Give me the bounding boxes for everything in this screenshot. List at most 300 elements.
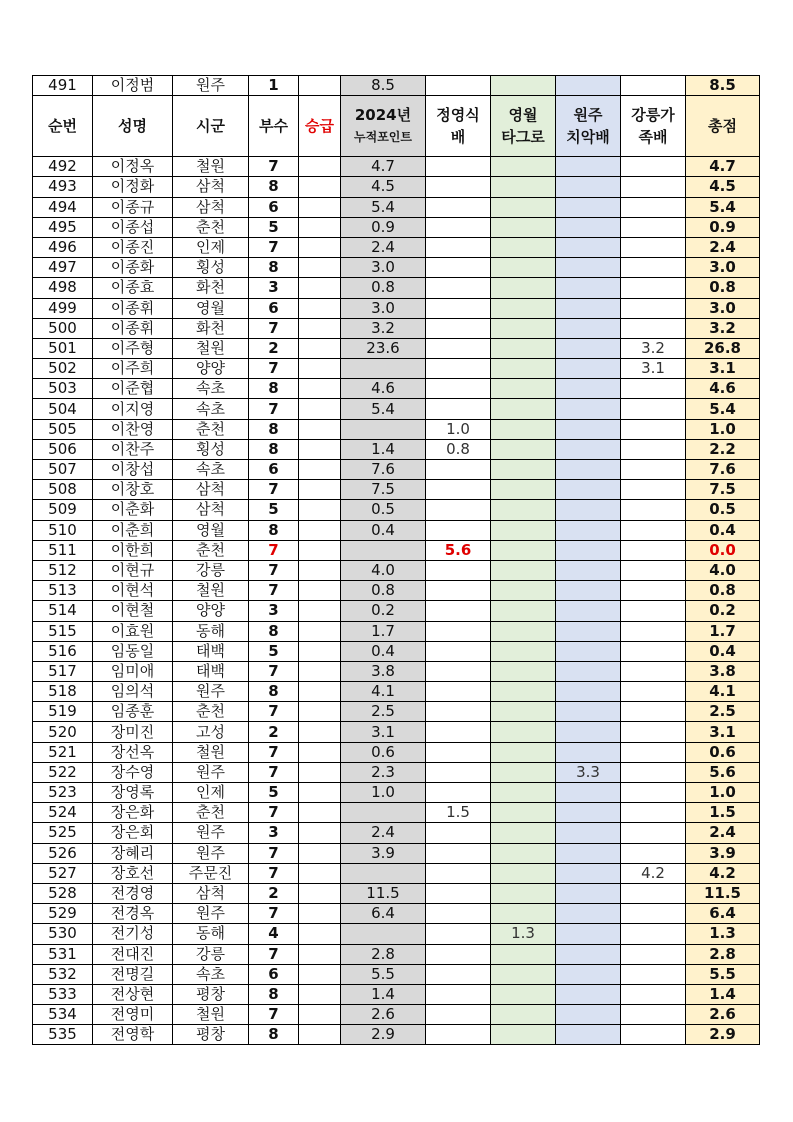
cell-yeongwol: [491, 863, 556, 883]
cell-promotion: [299, 157, 341, 177]
cell-division: 6: [249, 298, 299, 318]
cell-points-2024: 3.8: [341, 661, 426, 681]
table-row: [33, 601, 760, 621]
header-b-line1: 영월: [508, 106, 538, 125]
cell-city: 속초: [173, 460, 249, 480]
table-row: [33, 823, 760, 843]
cell-total: 6.4: [686, 904, 760, 924]
cell-yeongwol: [491, 379, 556, 399]
table-row: [33, 278, 760, 298]
cell-no: 517: [33, 661, 93, 681]
cell-points-2024: 4.6: [341, 379, 426, 399]
cell-city: 평창: [173, 984, 249, 1004]
cell-name: 이찬주: [93, 439, 173, 459]
cell-promotion: [299, 278, 341, 298]
cell-points-2024: 0.4: [341, 641, 426, 661]
cell-points-2024: 4.5: [341, 177, 426, 197]
cell-no: 503: [33, 379, 93, 399]
cell-city: 속초: [173, 964, 249, 984]
cell-no: 518: [33, 682, 93, 702]
table-row: [33, 661, 760, 681]
table-row: [33, 944, 760, 964]
cell-jeongyeongsik: [426, 1005, 491, 1025]
cell-total: 2.9: [686, 1025, 760, 1045]
cell-points-2024: 3.1: [341, 722, 426, 742]
cell-promotion: [299, 500, 341, 520]
cell-promotion: [299, 621, 341, 641]
cell-city: 삼척: [173, 480, 249, 500]
cell-total: 0.6: [686, 742, 760, 762]
cell-points-2024: 2.8: [341, 944, 426, 964]
table-row: [33, 560, 760, 580]
cell-yeongwol: [491, 157, 556, 177]
cell-gangneung: [621, 379, 686, 399]
cell-wonju: [556, 540, 621, 560]
cell-wonju: [556, 783, 621, 803]
cell-city: 양양: [173, 359, 249, 379]
cell-promotion: [299, 258, 341, 278]
cell-jeongyeongsik: [426, 621, 491, 641]
cell-total: 3.9: [686, 843, 760, 863]
cell-promotion: [299, 217, 341, 237]
cell-gangneung: [621, 258, 686, 278]
cell-points-2024: 2.3: [341, 762, 426, 782]
table-row: [33, 904, 760, 924]
table-row: [33, 460, 760, 480]
cell-division: 7: [249, 863, 299, 883]
cell-yeongwol: [491, 419, 556, 439]
ranking-table: [32, 75, 760, 1045]
cell-no: 527: [33, 863, 93, 883]
cell-no: 521: [33, 742, 93, 762]
cell-points-2024: 0.9: [341, 217, 426, 237]
cell-city: 횡성: [173, 258, 249, 278]
table-row: [33, 682, 760, 702]
cell-city: 원주: [173, 682, 249, 702]
cell-total: 2.4: [686, 823, 760, 843]
cell-promotion: [299, 177, 341, 197]
cell-gangneung: [621, 621, 686, 641]
cell-points-2024: 1.4: [341, 439, 426, 459]
cell-promotion: [299, 843, 341, 863]
cell-city: 삼척: [173, 883, 249, 903]
table-row: [33, 803, 760, 823]
cell-no: 494: [33, 197, 93, 217]
cell-name: 이주형: [93, 338, 173, 358]
cell-total: 1.5: [686, 803, 760, 823]
cell-gangneung: 3.1: [621, 359, 686, 379]
cell-points-2024: [341, 419, 426, 439]
cell-gangneung: [621, 924, 686, 944]
cell-division: 7: [249, 560, 299, 580]
cell-promotion: [299, 338, 341, 358]
cell-wonju: [556, 379, 621, 399]
cell-points-2024: 5.5: [341, 964, 426, 984]
header-points-2024: [341, 96, 426, 157]
cell-name: 장은회: [93, 823, 173, 843]
cell-name: 장호선: [93, 863, 173, 883]
cell-city: 철원: [173, 157, 249, 177]
cell-wonju: [556, 904, 621, 924]
cell-points-2024: 1.7: [341, 621, 426, 641]
cell-jeongyeongsik: [426, 480, 491, 500]
cell-points-2024: 3.9: [341, 843, 426, 863]
table-row: [33, 338, 760, 358]
cell-city: 동해: [173, 621, 249, 641]
cell-name: 이한희: [93, 540, 173, 560]
cell-yeongwol: [491, 762, 556, 782]
cell-name: 이준협: [93, 379, 173, 399]
table-row: [33, 217, 760, 237]
table-row: [33, 702, 760, 722]
cell-total: 11.5: [686, 883, 760, 903]
cell-jeongyeongsik: [426, 984, 491, 1004]
cell-division: 8: [249, 621, 299, 641]
cell-total: 1.7: [686, 621, 760, 641]
cell-yeongwol: [491, 783, 556, 803]
cell-division: 5: [249, 783, 299, 803]
cell-yeongwol: [491, 439, 556, 459]
cell-division: 3: [249, 601, 299, 621]
cell-division: 5: [249, 641, 299, 661]
cell-no: 520: [33, 722, 93, 742]
cell-total: 2.8: [686, 944, 760, 964]
cell-total: 7.6: [686, 460, 760, 480]
cell-total: 7.5: [686, 480, 760, 500]
cell-city: 춘천: [173, 419, 249, 439]
cell-jeongyeongsik: [426, 944, 491, 964]
cell-division: 8: [249, 419, 299, 439]
header-b-line2: 타그로: [501, 128, 545, 147]
cell-division: 8: [249, 379, 299, 399]
table-row: [33, 883, 760, 903]
cell-wonju: [556, 500, 621, 520]
cell-gangneung: [621, 601, 686, 621]
cell-city: 삼척: [173, 177, 249, 197]
cell-yeongwol: [491, 601, 556, 621]
cell-wonju: [556, 924, 621, 944]
cell-jeongyeongsik: [426, 702, 491, 722]
cell-promotion: [299, 682, 341, 702]
cell-jeongyeongsik: 1.0: [426, 419, 491, 439]
cell-promotion: [299, 601, 341, 621]
cell-yeongwol: [491, 399, 556, 419]
cell-jeongyeongsik: [426, 883, 491, 903]
cell-wonju: [556, 217, 621, 237]
cell-gangneung: [621, 661, 686, 681]
cell-no: 519: [33, 702, 93, 722]
cell-gangneung: [621, 682, 686, 702]
cell-points-2024: 1.4: [341, 984, 426, 1004]
cell-no: 492: [33, 157, 93, 177]
cell-name: 이정옥: [93, 157, 173, 177]
cell-name: 이주희: [93, 359, 173, 379]
cell-division: 7: [249, 803, 299, 823]
cell-points-2024: 2.6: [341, 1005, 426, 1025]
cell-name: 이종휘: [93, 298, 173, 318]
table-body: [33, 76, 760, 1045]
cell-city: 춘천: [173, 803, 249, 823]
cell-name: 이찬영: [93, 419, 173, 439]
cell-yeongwol: [491, 944, 556, 964]
cell-name: 전경옥: [93, 904, 173, 924]
cell-city: 속초: [173, 379, 249, 399]
table-row: [33, 177, 760, 197]
cell-name: 전대진: [93, 944, 173, 964]
cell-yeongwol: [491, 278, 556, 298]
cell-gangneung: 3.2: [621, 338, 686, 358]
table-row: [33, 783, 760, 803]
cell-points-2024: 3.2: [341, 318, 426, 338]
cell-yeongwol: [491, 560, 556, 580]
cell-jeongyeongsik: [426, 500, 491, 520]
cell-yeongwol: [491, 823, 556, 843]
cell-gangneung: [621, 76, 686, 96]
cell-jeongyeongsik: [426, 601, 491, 621]
cell-promotion: [299, 702, 341, 722]
cell-wonju: [556, 742, 621, 762]
cell-city: 철원: [173, 581, 249, 601]
cell-points-2024: 2.4: [341, 823, 426, 843]
cell-total: 2.6: [686, 1005, 760, 1025]
cell-no: 515: [33, 621, 93, 641]
cell-gangneung: [621, 964, 686, 984]
cell-jeongyeongsik: [426, 298, 491, 318]
cell-yeongwol: [491, 641, 556, 661]
cell-city: 속초: [173, 399, 249, 419]
cell-jeongyeongsik: [426, 682, 491, 702]
cell-points-2024: 4.0: [341, 560, 426, 580]
header-d-line1: 강릉가: [631, 106, 675, 125]
cell-city: 동해: [173, 924, 249, 944]
cell-wonju: [556, 237, 621, 257]
cell-city: 원주: [173, 843, 249, 863]
cell-jeongyeongsik: [426, 379, 491, 399]
cell-division: 7: [249, 581, 299, 601]
cell-wonju: [556, 984, 621, 1004]
cell-jeongyeongsik: 1.5: [426, 803, 491, 823]
cell-promotion: [299, 661, 341, 681]
cell-total: 0.8: [686, 278, 760, 298]
cell-city: 철원: [173, 338, 249, 358]
cell-yeongwol: [491, 480, 556, 500]
cell-wonju: [556, 197, 621, 217]
cell-gangneung: [621, 944, 686, 964]
header-c-line1: 원주: [573, 106, 603, 125]
cell-points-2024: 2.5: [341, 702, 426, 722]
cell-promotion: [299, 76, 341, 96]
cell-total: 0.4: [686, 641, 760, 661]
cell-total: 2.2: [686, 439, 760, 459]
cell-gangneung: [621, 237, 686, 257]
cell-jeongyeongsik: [426, 399, 491, 419]
cell-no: 532: [33, 964, 93, 984]
cell-name: 전명길: [93, 964, 173, 984]
cell-points-2024: [341, 540, 426, 560]
cell-promotion: [299, 379, 341, 399]
cell-points-2024: [341, 924, 426, 944]
cell-total: 4.0: [686, 560, 760, 580]
cell-division: 7: [249, 843, 299, 863]
cell-no: 534: [33, 1005, 93, 1025]
cell-city: 인제: [173, 783, 249, 803]
table-row: [33, 439, 760, 459]
cell-yeongwol: [491, 217, 556, 237]
cell-no: 528: [33, 883, 93, 903]
cell-gangneung: [621, 883, 686, 903]
header-name: 성명: [93, 96, 173, 157]
cell-total: 0.0: [686, 540, 760, 560]
cell-jeongyeongsik: [426, 157, 491, 177]
cell-wonju: [556, 157, 621, 177]
cell-city: 원주: [173, 76, 249, 96]
cell-division: 7: [249, 762, 299, 782]
cell-name: 장미진: [93, 722, 173, 742]
cell-no: 526: [33, 843, 93, 863]
cell-name: 이종섭: [93, 217, 173, 237]
cell-total: 4.1: [686, 682, 760, 702]
cell-division: 2: [249, 722, 299, 742]
cell-division: 8: [249, 1025, 299, 1045]
cell-promotion: [299, 460, 341, 480]
cell-wonju: [556, 964, 621, 984]
cell-promotion: [299, 359, 341, 379]
cell-jeongyeongsik: [426, 318, 491, 338]
cell-yeongwol: [491, 298, 556, 318]
table-row: [33, 621, 760, 641]
cell-wonju: [556, 439, 621, 459]
table-row: [33, 742, 760, 762]
cell-yeongwol: [491, 338, 556, 358]
cell-no: 510: [33, 520, 93, 540]
cell-wonju: [556, 399, 621, 419]
cell-wonju: [556, 520, 621, 540]
cell-division: 6: [249, 964, 299, 984]
cell-gangneung: [621, 762, 686, 782]
cell-name: 장영록: [93, 783, 173, 803]
cell-no: 509: [33, 500, 93, 520]
cell-wonju: [556, 722, 621, 742]
cell-city: 영월: [173, 298, 249, 318]
cell-yeongwol: [491, 803, 556, 823]
table-row: [33, 520, 760, 540]
cell-gangneung: [621, 480, 686, 500]
cell-wonju: [556, 298, 621, 318]
cell-division: 3: [249, 823, 299, 843]
cell-name: 이지영: [93, 399, 173, 419]
cell-promotion: [299, 520, 341, 540]
cell-yeongwol: [491, 460, 556, 480]
cell-name: 이효원: [93, 621, 173, 641]
cell-promotion: [299, 298, 341, 318]
cell-total: 26.8: [686, 338, 760, 358]
cell-no: 506: [33, 439, 93, 459]
cell-wonju: [556, 641, 621, 661]
cell-city: 고성: [173, 722, 249, 742]
cell-points-2024: 3.0: [341, 258, 426, 278]
cell-no: 504: [33, 399, 93, 419]
cell-division: 7: [249, 399, 299, 419]
cell-division: 7: [249, 318, 299, 338]
cell-no: 493: [33, 177, 93, 197]
cell-yeongwol: 1.3: [491, 924, 556, 944]
cell-promotion: [299, 1025, 341, 1045]
cell-total: 3.1: [686, 722, 760, 742]
cell-gangneung: [621, 500, 686, 520]
cell-name: 이춘화: [93, 500, 173, 520]
cell-total: 0.2: [686, 601, 760, 621]
cell-gangneung: [621, 197, 686, 217]
cell-total: 1.0: [686, 419, 760, 439]
cell-promotion: [299, 984, 341, 1004]
cell-wonju: [556, 621, 621, 641]
cell-points-2024: 0.2: [341, 601, 426, 621]
cell-yeongwol: [491, 661, 556, 681]
cell-wonju: [556, 359, 621, 379]
cell-jeongyeongsik: [426, 742, 491, 762]
cell-wonju: 3.3: [556, 762, 621, 782]
cell-wonju: [556, 258, 621, 278]
cell-no: 535: [33, 1025, 93, 1045]
cell-jeongyeongsik: [426, 904, 491, 924]
cell-total: 0.8: [686, 581, 760, 601]
cell-jeongyeongsik: [426, 177, 491, 197]
cell-jeongyeongsik: [426, 76, 491, 96]
cell-name: 임동일: [93, 641, 173, 661]
cell-name: 임미애: [93, 661, 173, 681]
cell-yeongwol: [491, 500, 556, 520]
cell-points-2024: 7.5: [341, 480, 426, 500]
cell-total: 3.8: [686, 661, 760, 681]
cell-no: 524: [33, 803, 93, 823]
cell-no: 531: [33, 944, 93, 964]
cell-city: 강릉: [173, 944, 249, 964]
cell-promotion: [299, 399, 341, 419]
header-yeongwol: [491, 96, 556, 157]
cell-division: 7: [249, 157, 299, 177]
table-row: [33, 1005, 760, 1025]
cell-division: 8: [249, 520, 299, 540]
cell-points-2024: [341, 803, 426, 823]
cell-yeongwol: [491, 197, 556, 217]
cell-gangneung: [621, 217, 686, 237]
header-city: 시군: [173, 96, 249, 157]
cell-promotion: [299, 318, 341, 338]
cell-wonju: [556, 1005, 621, 1025]
cell-city: 삼척: [173, 500, 249, 520]
cell-division: 7: [249, 480, 299, 500]
cell-no: 533: [33, 984, 93, 1004]
table-row: [33, 480, 760, 500]
cell-wonju: [556, 803, 621, 823]
cell-points-2024: [341, 359, 426, 379]
cell-name: 장선옥: [93, 742, 173, 762]
cell-total: 3.0: [686, 258, 760, 278]
cell-points-2024: 5.4: [341, 197, 426, 217]
cell-yeongwol: [491, 682, 556, 702]
cell-name: 이창호: [93, 480, 173, 500]
cell-wonju: [556, 601, 621, 621]
cell-jeongyeongsik: [426, 359, 491, 379]
cell-promotion: [299, 197, 341, 217]
cell-promotion: [299, 439, 341, 459]
cell-wonju: [556, 863, 621, 883]
cell-jeongyeongsik: [426, 762, 491, 782]
cell-total: 4.2: [686, 863, 760, 883]
cell-gangneung: [621, 157, 686, 177]
cell-gangneung: [621, 803, 686, 823]
header-a-line1: 정영식: [436, 106, 480, 125]
